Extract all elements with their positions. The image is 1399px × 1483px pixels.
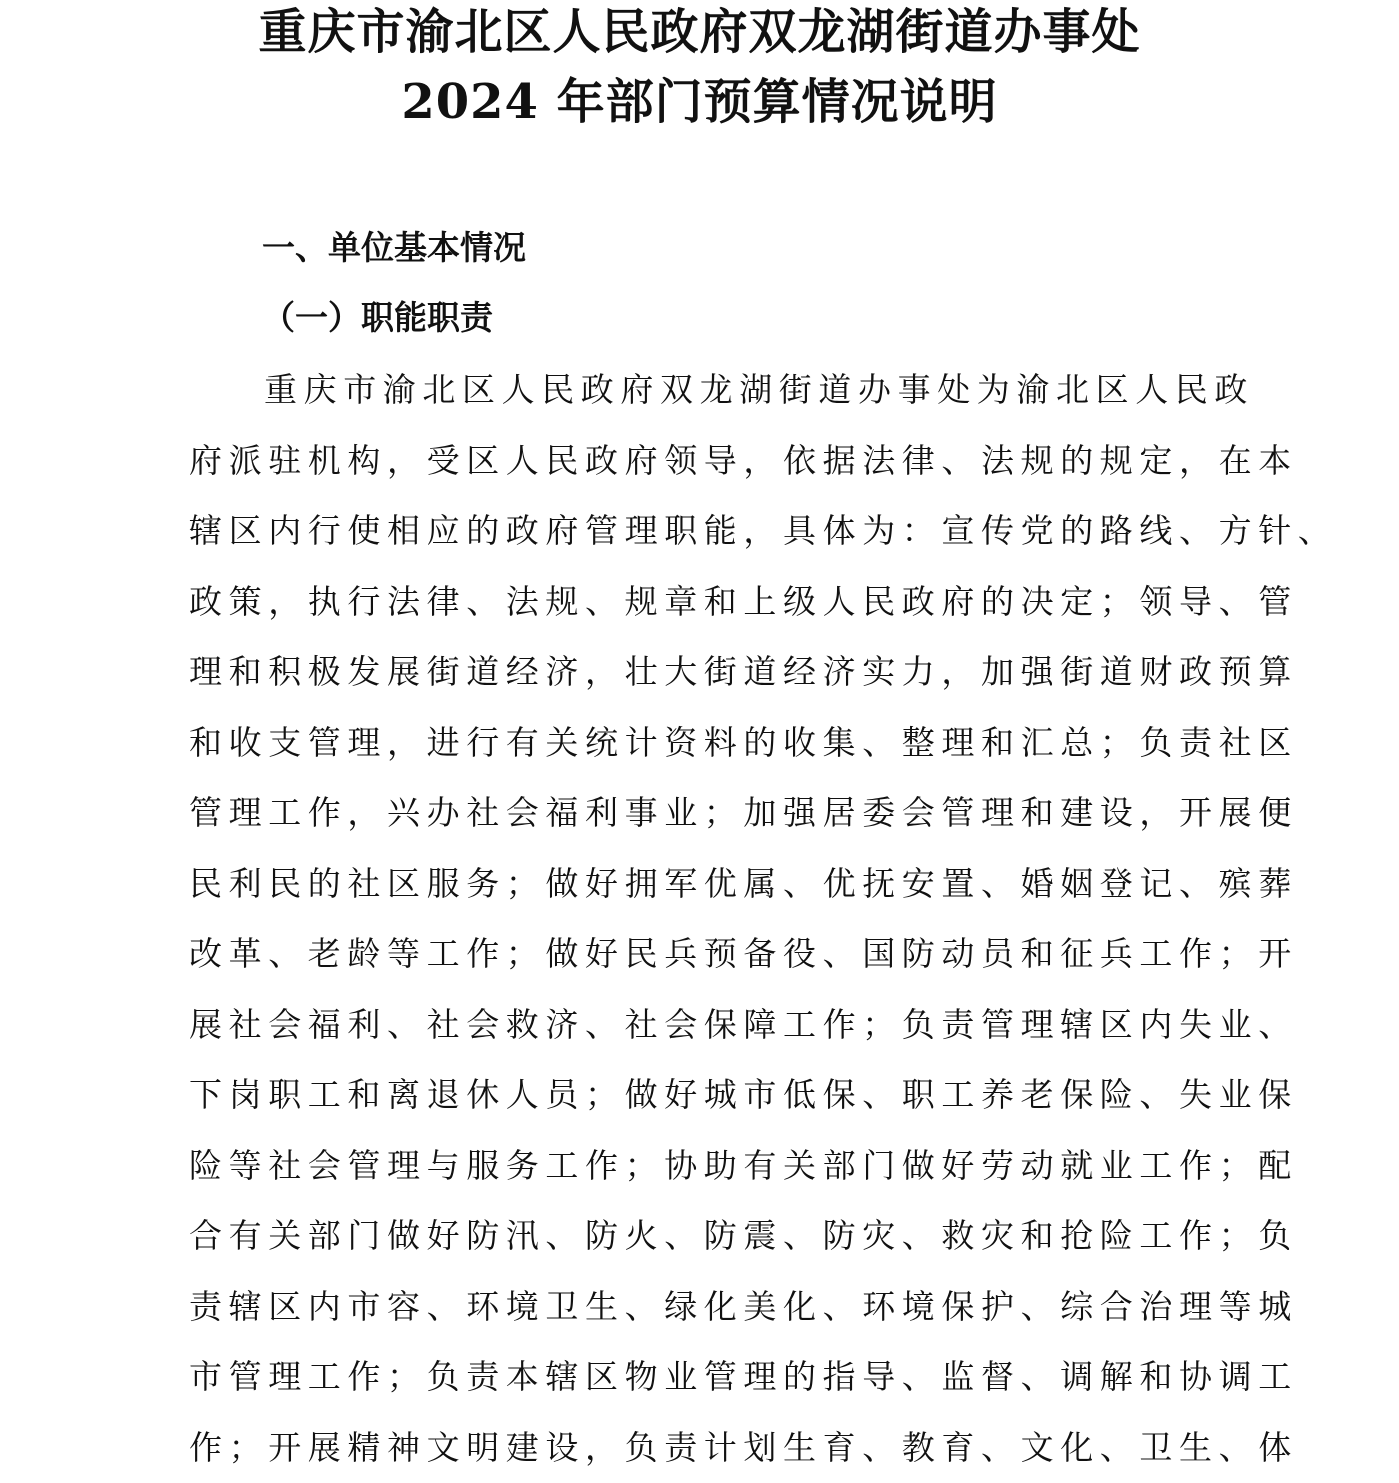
- paragraph-line: 理和积极发展街道经济，壮大街道经济实力，加强街道财政预算: [189, 637, 1229, 708]
- body-paragraph: [189, 355, 1229, 1483]
- paragraph-line: 险等社会管理与服务工作；协助有关部门做好劳动就业工作；配: [189, 1131, 1229, 1202]
- paragraph-line: 市管理工作；负责本辖区物业管理的指导、监督、调解和协调工: [189, 1342, 1229, 1413]
- subsection-heading: （一）职能职责: [262, 292, 493, 344]
- document-title-line2: 2024 年部门预算情况说明: [0, 66, 1399, 138]
- paragraph-line: 展社会福利、社会救济、社会保障工作；负责管理辖区内失业、: [189, 990, 1229, 1061]
- paragraph-line: 管理工作，兴办社会福利事业；加强居委会管理和建设，开展便: [189, 778, 1229, 849]
- paragraph-line: 民利民的社区服务；做好拥军优属、优抚安置、婚姻登记、殡葬: [189, 849, 1229, 920]
- section-heading: 一、单位基本情况: [262, 222, 526, 274]
- paragraph-line: 下岗职工和离退休人员；做好城市低保、职工养老保险、失业保: [189, 1060, 1229, 1131]
- paragraph-line: 作；开展精神文明建设，负责计划生育、教育、文化、卫生、体: [189, 1413, 1229, 1483]
- document-title-line1: 重庆市渝北区人民政府双龙湖街道办事处: [0, 0, 1399, 68]
- paragraph-line: 重庆市渝北区人民政府双龙湖街道办事处为渝北区人民政: [189, 355, 1229, 426]
- paragraph-line: 合有关部门做好防汛、防火、防震、防灾、救灾和抢险工作；负: [189, 1201, 1229, 1272]
- paragraph-line: 政策，执行法律、法规、规章和上级人民政府的决定；领导、管: [189, 567, 1229, 638]
- paragraph-line: 责辖区内市容、环境卫生、绿化美化、环境保护、综合治理等城: [189, 1272, 1229, 1343]
- paragraph-line: 府派驻机构，受区人民政府领导，依据法律、法规的规定，在本: [189, 426, 1229, 497]
- paragraph-line: 改革、老龄等工作；做好民兵预备役、国防动员和征兵工作；开: [189, 919, 1229, 990]
- paragraph-line: 辖区内行使相应的政府管理职能，具体为：宣传党的路线、方针、: [189, 496, 1229, 567]
- paragraph-line: 和收支管理，进行有关统计资料的收集、整理和汇总；负责社区: [189, 708, 1229, 779]
